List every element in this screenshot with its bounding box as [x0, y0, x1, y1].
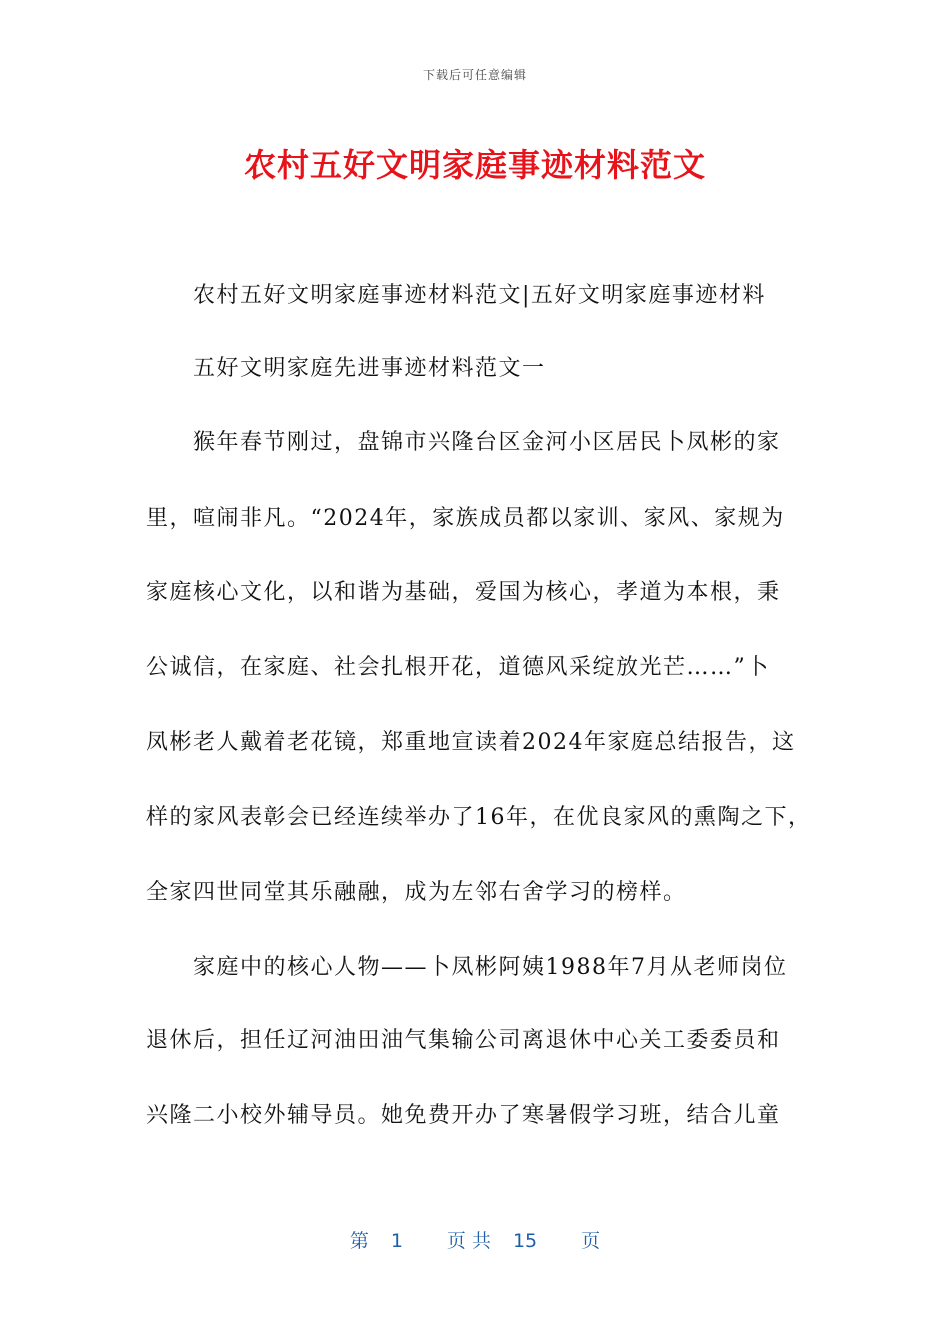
document-title: 农村五好文明家庭事迹材料范文	[243, 146, 706, 184]
paragraph-line: 里，喧闹非凡。“2024年，家族成员都以家训、家风、家规为	[146, 506, 785, 531]
paragraph-line: 猴年春节刚过，盘锦市兴隆台区金河小区居民卜凤彬的家	[193, 430, 781, 455]
paragraph-line: 家庭中的核心人物——卜凤彬阿姨1988年7月从老师岗位	[193, 955, 788, 980]
footer-suffix: 页	[581, 1230, 601, 1252]
footer-total-pages: 15	[512, 1230, 538, 1252]
footer-page-number: 1	[390, 1230, 403, 1252]
footer-prefix: 第	[349, 1230, 369, 1252]
paragraph-line: 公诚信，在家庭、社会扎根开花，道德风采绽放光芒……”卜	[146, 655, 770, 680]
paragraph-line: 全家四世同堂其乐融融，成为左邻右舍学习的榜样。	[146, 880, 687, 905]
paragraph-line: 兴隆二小校外辅导员。她免费开办了寒暑假学习班，结合儿童	[146, 1103, 781, 1128]
header-note: 下载后可任意编辑	[422, 68, 527, 82]
paragraph-line: 样的家风表彰会已经连续举办了16年，在优良家风的熏陶之下，	[146, 805, 812, 830]
paragraph-line: 家庭核心文化，以和谐为基础，爱国为核心，孝道为本根，秉	[146, 580, 781, 605]
subtitle-line: 农村五好文明家庭事迹材料范文|五好文明家庭事迹材料	[193, 283, 766, 308]
paragraph-line: 凤彬老人戴着老花镜，郑重地宣读着2024年家庭总结报告，这	[146, 730, 796, 755]
paragraph-line: 退休后，担任辽河油田油气集输公司离退休中心关工委委员和	[146, 1028, 781, 1053]
section-heading: 五好文明家庭先进事迹材料范文一	[193, 356, 546, 381]
page-footer	[0, 1226, 950, 1253]
footer-middle: 页 共	[446, 1230, 491, 1252]
